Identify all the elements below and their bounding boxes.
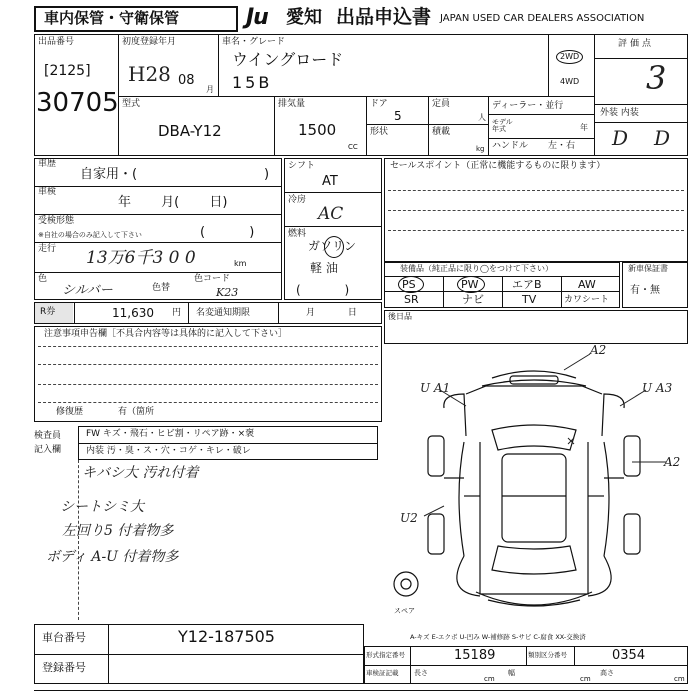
- category-number-label: 類別区分番号: [528, 651, 567, 659]
- mileage-unit: km: [234, 259, 247, 268]
- cooling-value: AC: [318, 204, 344, 224]
- acceptance-label: 受検形態: [38, 216, 75, 226]
- fuel-gasoline: ガソリン: [308, 239, 357, 253]
- inspector-code-line-1: FW キズ・飛石・ヒビ割・リペア跡・×褒: [86, 429, 255, 439]
- inspector-code-line-2: 内装 汚・臭・ス・穴・コゲ・キレ・破レ: [86, 446, 251, 456]
- registration-number-label: 登録番号: [42, 661, 86, 674]
- handle-label: ハンドル: [492, 141, 529, 151]
- first-registration-label: 初度登録年月: [122, 37, 177, 47]
- registration-month: 08: [178, 73, 195, 88]
- grade-label: 評価点: [618, 39, 655, 49]
- equip-tv: TV: [522, 293, 537, 306]
- diagram-note-ua3: U A3: [642, 381, 673, 395]
- spare-label: スペア: [394, 607, 415, 615]
- equip-navi: ナビ: [462, 293, 484, 306]
- later-items-frame: [384, 310, 688, 344]
- diagram-note-ua1: U A1: [420, 381, 451, 395]
- acceptance-paren: ( ): [200, 225, 255, 240]
- inspector-label-1: 検査員: [34, 431, 62, 441]
- lot-number: 30705: [36, 88, 119, 118]
- equip-pw: PW: [461, 278, 479, 291]
- exterior-interior-label: 外装 内装: [600, 108, 639, 118]
- shape-label: 形状: [370, 127, 389, 137]
- mileage-label: 走行: [38, 244, 57, 254]
- model-code: DBA-Y12: [158, 122, 222, 140]
- equip-ps-circle: [398, 276, 424, 293]
- width-label: 幅: [508, 669, 515, 677]
- mileage-value: 13万6千3 0 0: [86, 248, 196, 268]
- car-name: ウイングロード: [232, 50, 344, 69]
- history-value: 自家用・(: [80, 167, 138, 182]
- type-number-value: 15189: [454, 648, 496, 663]
- dealer-label: ディーラー・並行: [492, 101, 564, 111]
- notes-label: 注意事項申告欄［不具合内容等は具体的に記入して下さい］: [44, 329, 288, 339]
- repair-history-label: 修復歴: [56, 407, 84, 417]
- kg-unit: kg: [476, 145, 485, 153]
- repaint-label: 色替: [152, 283, 171, 293]
- grade-score: 3: [646, 59, 667, 97]
- registration-month-suffix: 月: [206, 85, 214, 94]
- fuel-diesel: 軽 油: [310, 261, 338, 275]
- inspector-note-3: 左回り5 付着物多: [62, 523, 174, 539]
- ju-logo: Ju: [246, 5, 268, 30]
- equip-aw: AW: [578, 278, 596, 291]
- model-year-label: モデル年式: [492, 118, 513, 133]
- category-number-value: 0354: [612, 648, 646, 663]
- height-label: 高さ: [600, 669, 614, 677]
- history-close: ): [264, 167, 270, 182]
- inspector-note-1: キバシ大 汚れ付着: [82, 465, 199, 481]
- acceptance-note: ※自社の場合のみ記入して下さい: [38, 231, 142, 239]
- shift-value: AT: [322, 174, 338, 189]
- warranty-label: 新車保証書: [628, 264, 668, 273]
- equip-sr: SR: [404, 293, 419, 306]
- cc-unit: CC: [348, 143, 358, 151]
- fuel-paren: ( ): [296, 283, 350, 297]
- displacement-value: 1500: [298, 121, 337, 139]
- org-name-en: JAPAN USED CAR DEALERS ASSOCIATION: [440, 13, 645, 24]
- capacity-unit: 人: [478, 113, 486, 122]
- recycle-unit: 円: [172, 308, 182, 318]
- inspection-label: 車検: [38, 187, 57, 197]
- inspection-value: 年 月( 日): [118, 195, 228, 210]
- displacement-label: 排気量: [278, 99, 306, 109]
- damage-legend: A-キズ E-エクボ U-凹み W-補修跡 S-サビ C-腐食 XX-交換済: [410, 633, 586, 641]
- color-code: K23: [216, 286, 239, 299]
- car-name-label: 車名・グレード: [222, 37, 286, 47]
- sales-point-label: セールスポイント（正常に機能するものに限ります）: [390, 161, 606, 171]
- registration-era-year: H28: [128, 62, 171, 86]
- color-code-label: 色コード: [194, 274, 231, 284]
- equipment-label: 装備品（純正品に限り◯をつけて下さい）: [400, 264, 553, 273]
- shift-label: シフト: [288, 161, 316, 171]
- warranty-value: 有・無: [630, 285, 660, 296]
- notes-frame: [34, 326, 382, 422]
- fuel-label: 燃料: [288, 229, 307, 239]
- later-items-label: 後日品: [388, 312, 412, 321]
- load-label: 積載: [432, 127, 451, 137]
- color-value: シルバー: [62, 283, 113, 298]
- doors-label: ドア: [370, 99, 388, 109]
- handle-value: 左・右: [548, 141, 576, 151]
- notice-deadline-label: 名変通知期限: [196, 308, 251, 318]
- diagram-note-a2-right: A2: [664, 455, 681, 469]
- drive-2wd: 2WD: [556, 50, 583, 64]
- equip-leather: カワシート: [564, 295, 610, 305]
- inspector-note-2: シートシミ大: [60, 499, 144, 515]
- diagram-note-u2: U2: [400, 511, 418, 525]
- car-grade: 15B: [232, 73, 273, 92]
- diagram-note-a2-top: A2: [590, 343, 607, 357]
- org-name-jp: 愛知: [286, 7, 322, 28]
- model-year-unit: 年: [580, 123, 588, 132]
- recycle-label: R券: [40, 307, 56, 317]
- equip-ps: PS: [402, 278, 416, 291]
- chassis-label: 車台番号: [42, 631, 86, 644]
- color-label: 色: [38, 274, 48, 284]
- interior-grade: D: [654, 126, 671, 150]
- equip-pw-circle: [457, 276, 485, 293]
- capacity-label: 定員: [432, 99, 451, 109]
- recycle-value: 11,630: [112, 306, 154, 320]
- repair-history-value: 有（箇所: [118, 407, 155, 417]
- sheet-title: 出品申込書: [336, 6, 432, 28]
- doors-value: 5: [394, 109, 402, 123]
- length-label: 長さ: [414, 669, 428, 677]
- model-label: 型式: [122, 99, 141, 109]
- chassis-number: Y12-187505: [178, 627, 275, 646]
- history-label: 車歴: [38, 159, 57, 169]
- lot-code: [2125]: [44, 63, 91, 79]
- width-unit: cm: [580, 675, 591, 683]
- inspector-label-2: 記入欄: [34, 445, 62, 455]
- notice-deadline-unit: 月 日: [306, 308, 357, 318]
- lot-number-label: 出品番号: [38, 37, 75, 47]
- cooling-label: 冷房: [288, 195, 307, 205]
- length-unit: cm: [484, 675, 495, 683]
- size-label: 車検証記載: [366, 669, 399, 677]
- fuel-gasoline-circle: [324, 236, 344, 258]
- exterior-grade: D: [612, 126, 629, 150]
- inspector-note-4: ボディ A-U 付着物多: [46, 549, 179, 565]
- equip-airbag: エアB: [512, 278, 542, 291]
- type-number-label: 形式指定番号: [366, 651, 405, 659]
- storage-title: 車内保管・守衛保管: [44, 9, 180, 27]
- drive-4wd: 4WD: [560, 77, 580, 86]
- height-unit: cm: [674, 675, 685, 683]
